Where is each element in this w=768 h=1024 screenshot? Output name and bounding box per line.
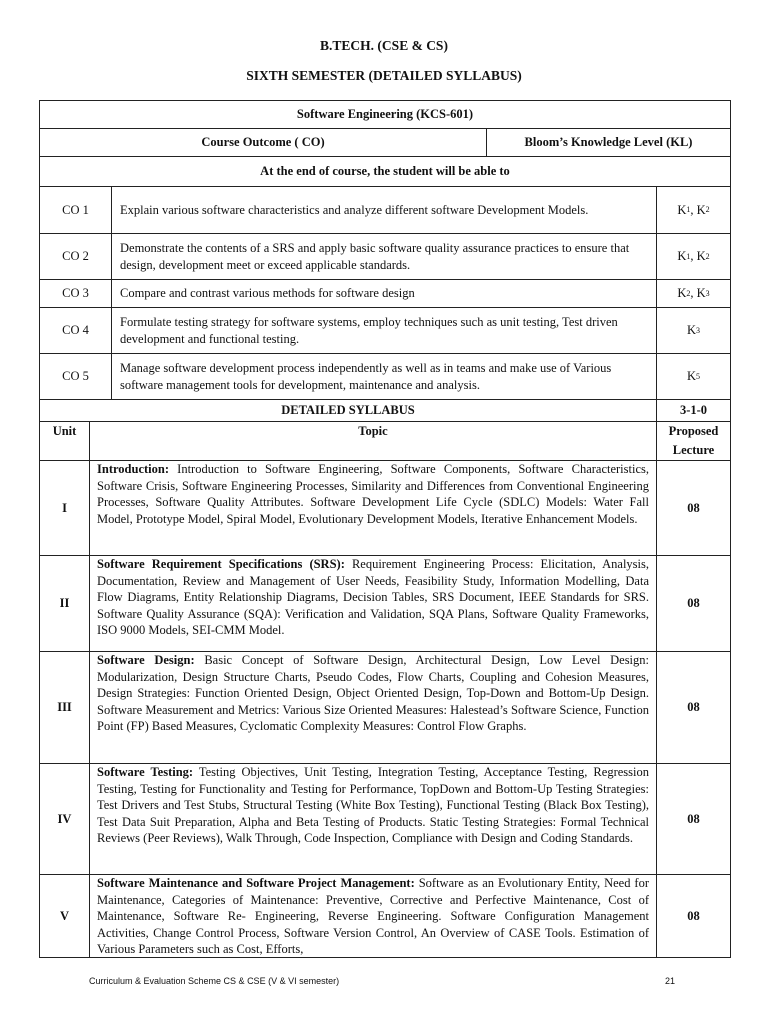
co-column-header: Course Outcome ( CO): [201, 135, 325, 150]
co-text: Demonstrate the contents of a SRS and apply basic software quality assurance practices to ensure that design, development meet or exceed applicable standards.: [120, 241, 630, 272]
co-text: Compare and contrast various methods for software design: [120, 286, 415, 301]
unit-lectures: 08: [687, 811, 700, 826]
co-id: CO 2: [62, 249, 89, 264]
co-kl: K 5: [686, 369, 701, 384]
program-heading: B.TECH. (CSE & CS): [320, 38, 448, 53]
co-kl: K 1 , K 2: [677, 202, 710, 217]
ltp-value: 3-1-0: [679, 403, 708, 418]
co-id: CO 5: [62, 369, 89, 384]
unit-heading: Software Design:: [97, 653, 195, 667]
unit-number: II: [59, 596, 70, 611]
course-intro: At the end of course, the student will be able to: [260, 164, 510, 179]
lecture-header-line2: Lecture: [672, 443, 715, 457]
co-kl: K 1 , K 2: [677, 249, 710, 264]
co-text: Explain various software characteristics and analyze different software Development Models.: [120, 202, 589, 217]
co-text: Formulate testing strategy for software systems, employ techniques such as unit testing, Test driven development and functional testing.: [120, 315, 618, 346]
co-kl: K 2 , K 3: [677, 286, 710, 301]
footer-text: Curriculum & Evaluation Scheme CS & CSE (V & VI semester): [89, 976, 340, 986]
unit-lectures: 08: [687, 700, 700, 715]
unit-topic: [90, 556, 656, 651]
co-id: CO 1: [62, 202, 89, 217]
unit-lectures: 08: [687, 500, 700, 515]
unit-text: Basic Concept of Software Design, Architectural Design, Low Level Design: Modularization, Design Structure Charts, Pseudo Codes, Flow Charts, Coupling and Cohesion Measures, Design Strategies: Function Oriented Design, Object Oriented Design, Top-Down and Bottom-Up Design. Software Measurement and Metrics: Various Size Oriented Measures: Halestead’s Software Science, Function Point (FP) Based Measures, Cyclomatic Complexity Measures: Control Flow Graphs.: [97, 653, 650, 733]
co-kl: K 3: [686, 323, 701, 338]
lecture-header-line1: Proposed: [668, 424, 719, 438]
unit-topic: [90, 875, 656, 957]
unit-number: V: [59, 908, 70, 923]
co-id: CO 3: [62, 286, 89, 301]
semester-heading: SIXTH SEMESTER (DETAILED SYLLABUS): [246, 68, 522, 83]
kl-column-header: Bloom’s Knowledge Level (KL): [524, 135, 693, 150]
co-id: CO 4: [62, 323, 89, 338]
unit-heading: Software Requirement Specifications (SRS):: [97, 557, 345, 571]
unit-heading: Software Maintenance and Software Project Management:: [97, 876, 415, 890]
unit-text: Testing Objectives, Unit Testing, Integration Testing, Acceptance Testing, Regression Testing, Testing for Functionality and Testing for Performance, TopDown and Bottom-Up Testing Strategies: Test Drivers and Test Stubs, Structural Testing (White Box Testing), Functional Testing (Black Box Testing), Test Data Suit Preparation, Alpha and Beta Testing of Products. Static Testing Strategies: Formal Technical Reviews (Peer Reviews), Walk Through, Code Inspection, Compliance with Design and Coding Standards.: [97, 765, 649, 845]
topic-column-header: Topic: [358, 424, 388, 438]
unit-text: Software as an Evolutionary Entity, Need for Maintenance, Categories of Maintenance: Preventive, Corrective and Perfective Maintenance, Cost of Maintenance, Software Re- Engineering, Reverse Engineering. Software Configuration Management Activities, Change Control Process, Software Version Control, An Overview of CASE Tools. Estimation of Various Parameters such as Cost, Efforts,: [97, 876, 649, 956]
unit-topic: [90, 652, 656, 763]
unit-topic: [90, 461, 656, 555]
course-title: Software Engineering (KCS-601): [296, 107, 474, 122]
unit-heading: Introduction:: [97, 462, 170, 476]
page-number: 21: [665, 976, 676, 986]
unit-number: I: [62, 500, 67, 515]
unit-lectures: 08: [687, 596, 700, 611]
unit-topic: [90, 764, 656, 874]
unit-text: Introduction to Software Engineering, Software Components, Software Characteristics, Software Crisis, Software Engineering Processes, Similarity and Differences from Conventional Engineering Processes, Software Quality Attributes. Software Development Life Cycle (SDLC) Models: Water Fall Model, Prototype Model, Spiral Model, Evolutionary Development Models, Iterative Enhancement Models.: [97, 462, 650, 526]
unit-text: Requirement Engineering Process: Elicitation, Analysis, Documentation, Review and Management of User Needs, Feasibility Study, Information Modelling, Data Flow Diagrams, Entity Relationship Diagrams, Decision Tables, SRS Document, IEEE Standards for SRS. Software Quality Assurance (SQA): Verification and Validation, SQA Plans, Software Quality Frameworks, ISO 9000 Models, SEI-CMM Model.: [97, 557, 649, 637]
syllabus-title: DETAILED SYLLABUS: [281, 403, 415, 418]
unit-number: III: [57, 700, 72, 715]
co-text: Manage software development process independently as well as in teams and make use of Various software management tools for development, maintenance and analysis.: [120, 361, 612, 392]
unit-lectures: 08: [687, 908, 700, 923]
unit-heading: Software Testing:: [97, 765, 194, 779]
lecture-column-header: [657, 422, 730, 460]
unit-number: IV: [57, 811, 72, 826]
unit-column-header: Unit: [52, 424, 77, 438]
